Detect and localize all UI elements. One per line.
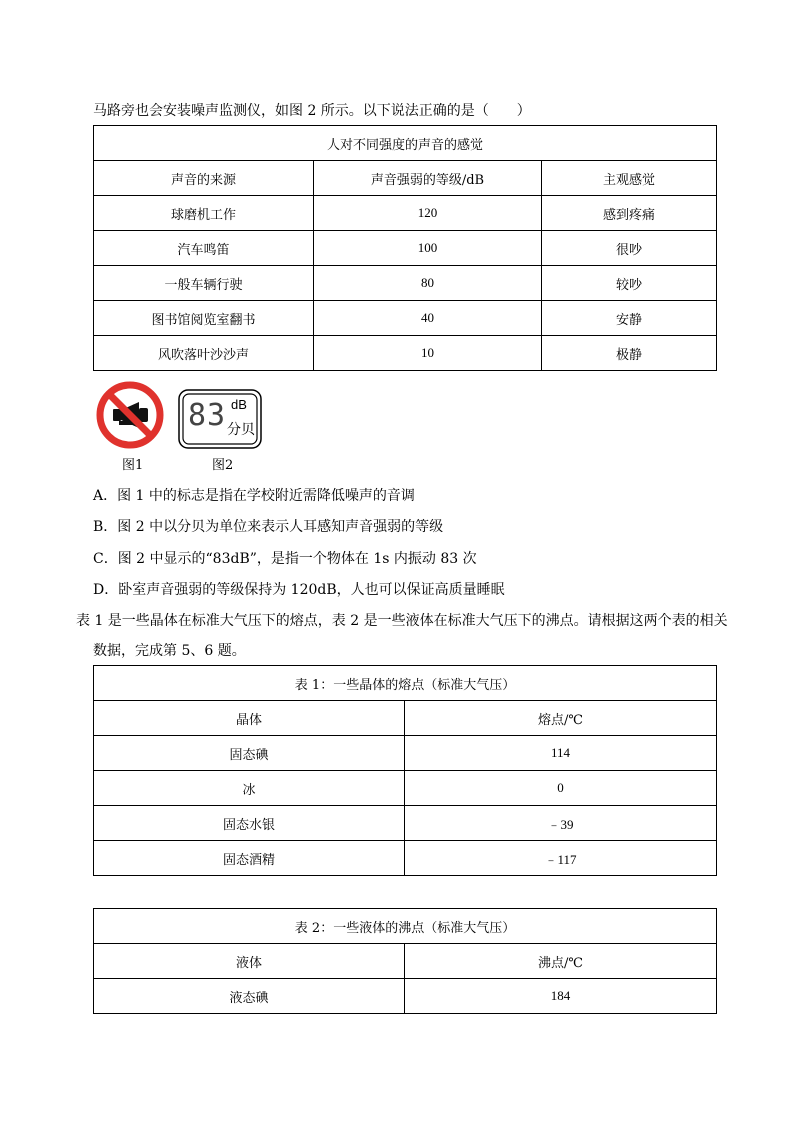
- column-header: 声音强弱的等级/dB: [314, 161, 542, 196]
- table-title-row: [94, 126, 717, 161]
- melting-point-table: [93, 665, 717, 876]
- table-title: 表 1：一些晶体的熔点（标准大气压）: [94, 666, 717, 701]
- monitor-unit-fenbei: 分贝: [227, 422, 255, 438]
- table-row: [94, 806, 717, 841]
- table-cell: 极静: [542, 336, 717, 371]
- table-row: [94, 736, 717, 771]
- table-cell: 100: [314, 231, 542, 266]
- table-row: [94, 979, 717, 1014]
- table-row: [94, 771, 717, 806]
- option-b: B．图 2 中以分贝为单位来表示人耳感知声音强弱的等级: [93, 519, 444, 535]
- table-cell: 风吹落叶沙沙声: [94, 336, 314, 371]
- table-cell: 114: [405, 736, 717, 771]
- no-honking-sign-icon: [95, 380, 165, 450]
- table-row: [94, 196, 717, 231]
- figure-2-label: 图2: [212, 458, 234, 473]
- table-cell: 很吵: [542, 231, 717, 266]
- table-cell: 10: [314, 336, 542, 371]
- table-cell: 40: [314, 301, 542, 336]
- table-header-row: [94, 944, 717, 979]
- table-cell: 汽车鸣笛: [94, 231, 314, 266]
- table-row: [94, 841, 717, 876]
- table-title-row: [94, 666, 717, 701]
- table-cell: 图书馆阅览室翻书: [94, 301, 314, 336]
- table-row: [94, 336, 717, 371]
- column-header: 熔点/℃: [405, 701, 717, 736]
- noise-monitor-display: [178, 389, 262, 449]
- table-header-row: [94, 701, 717, 736]
- sound-intensity-table: [93, 125, 717, 371]
- column-header: 晶体: [94, 701, 405, 736]
- table-cell: 安静: [542, 301, 717, 336]
- table-header-row: [94, 161, 717, 196]
- section-intro-line-1: 表 1 是一些晶体在标准大气压下的熔点，表 2 是一些液体在标准大气压下的沸点。请根据这两个表的相关: [76, 613, 728, 629]
- table-cell: 184: [405, 979, 717, 1014]
- monitor-reading: 83: [188, 398, 227, 433]
- table-cell: 80: [314, 266, 542, 301]
- intro-line: 马路旁也会安装噪声监测仪，如图 2 所示。以下说法正确的是（ ）: [93, 103, 531, 119]
- table-title-row: [94, 909, 717, 944]
- table-title: 表 2：一些液体的沸点（标准大气压）: [94, 909, 717, 944]
- column-header: 沸点/℃: [405, 944, 717, 979]
- option-a: A．图 1 中的标志是指在学校附近需降低噪声的音调: [93, 488, 415, 504]
- table-title: 人对不同强度的声音的感觉: [94, 126, 717, 161]
- table-row: [94, 266, 717, 301]
- table-cell: 固态碘: [94, 736, 405, 771]
- table-cell: 感到疼痛: [542, 196, 717, 231]
- column-header: 主观感觉: [542, 161, 717, 196]
- table-cell: 120: [314, 196, 542, 231]
- boiling-point-table: [93, 908, 717, 1014]
- section-intro-line-2: 数据，完成第 5、6 题。: [93, 643, 246, 659]
- option-d: D．卧室声音强弱的等级保持为 120dB，人也可以保证高质量睡眠: [93, 582, 505, 598]
- table-cell: ﹣39: [405, 806, 717, 841]
- table-cell: 一般车辆行驶: [94, 266, 314, 301]
- table-cell: 0: [405, 771, 717, 806]
- table-cell: 固态水银: [94, 806, 405, 841]
- table-cell: 液态碘: [94, 979, 405, 1014]
- monitor-unit-db: dB: [231, 397, 247, 412]
- table-cell: 冰: [94, 771, 405, 806]
- table-row: [94, 301, 717, 336]
- table-cell: ﹣117: [405, 841, 717, 876]
- column-header: 声音的来源: [94, 161, 314, 196]
- option-c: C．图 2 中显示的“83dB”，是指一个物体在 1s 内振动 83 次: [93, 551, 477, 567]
- table-cell: 球磨机工作: [94, 196, 314, 231]
- table-cell: 较吵: [542, 266, 717, 301]
- figure-1-label: 图1: [122, 458, 144, 473]
- table-cell: 固态酒精: [94, 841, 405, 876]
- column-header: 液体: [94, 944, 405, 979]
- table-row: [94, 231, 717, 266]
